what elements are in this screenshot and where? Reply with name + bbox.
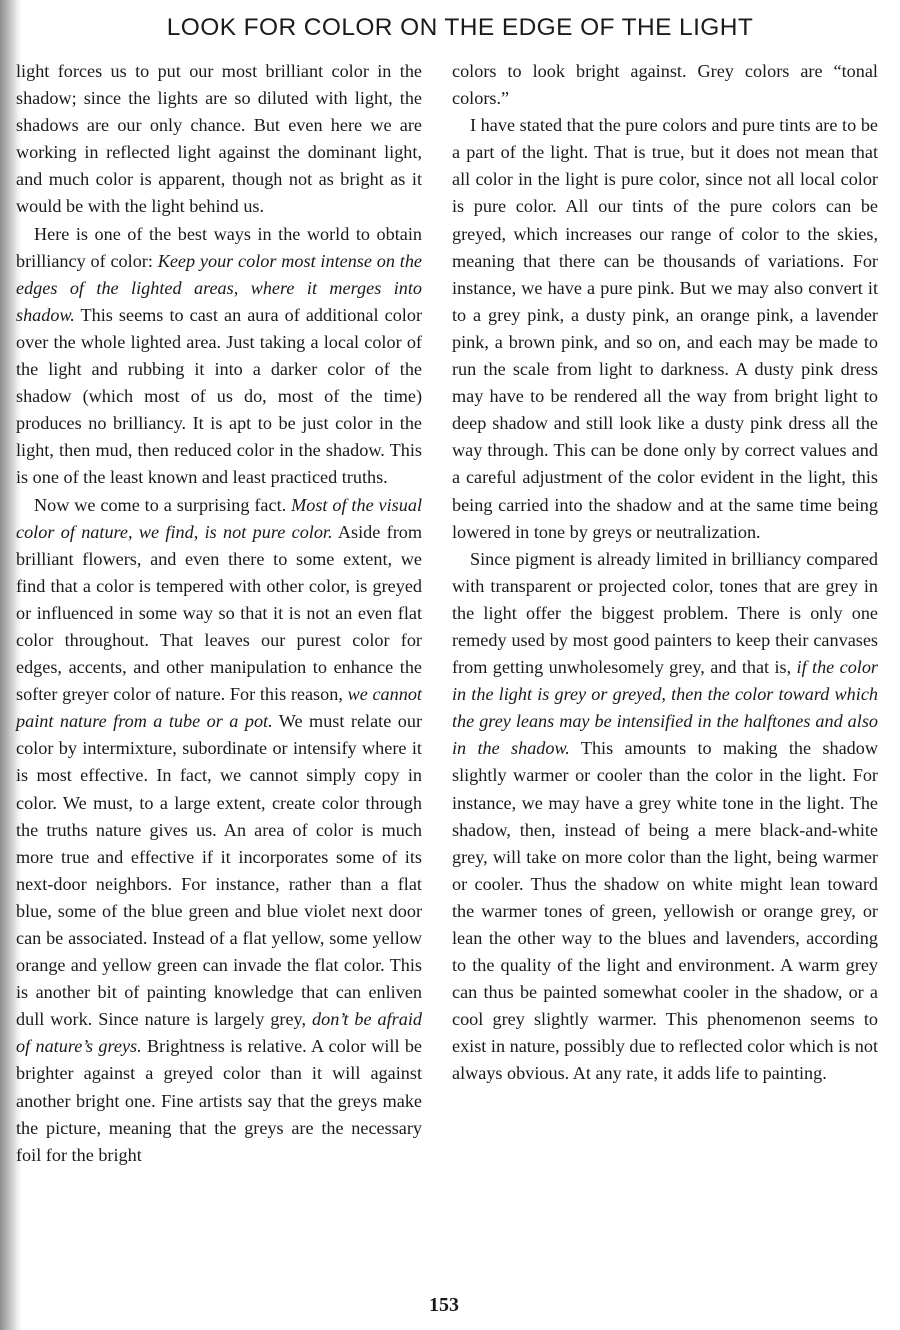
left-p3-emphasis-1: Most of the visual color of nature, we find, is not pure color. (16, 494, 423, 542)
right-p3-text-a: Since pigment is already limited in brilliancy compared with transparent or projected color, tones that are grey in the light offer the biggest problem. There is only one remedy used by most good painters to keep their canvases from getting unwholesomely grey, and that is, (452, 548, 878, 678)
right-paragraph-1: colors to look bright against. Grey colors are “tonal colors.” (452, 61, 878, 109)
left-p3-text-g: Brightness is relative. A color will be brighter against a greyed color than it will against another bright one. Fine artists say that the greys make the picture, meaning that the greys are the necessary foil for the bright (16, 1036, 422, 1165)
page-number: 153 (429, 1294, 459, 1316)
right-p3-text-c: This amounts to making the shadow slightly warmer or cooler than the color in the light. For instance, we may have a grey white tone in the light. The shadow, then, instead of being a mere black-and-white grey, will take on more color than the light, being warmer or cooler. Thus the shadow on white might lean toward the warmer tones of green, yellowish or orange grey, or lean the other way to the blues and lavenders, according to the quality of the light and environment. A warm grey can thus be painted somewhat cooler in the shadow, or a cool grey slightly warmer. This phenomenon seems to exist in nature, possibly due to reflected color which is not always obvious. At any rate, it adds life to painting. (452, 738, 878, 1084)
left-p2-emphasis: Keep your color most intense on the edges of the lighted areas, where it merges into shadow. (16, 250, 422, 325)
left-p3-emphasis-3: don’t be afraid of nature’s greys. (16, 1009, 422, 1057)
right-paragraph-3 (452, 546, 878, 1088)
right-p3-emphasis: if the color in the light is grey or greyed, then the color toward which the grey leans may be intensified in the halftones and also in the shadow. (452, 657, 879, 759)
left-paragraph-2 (16, 221, 422, 492)
left-p3-text-c: Aside from brilliant flowers, and even there to some extent, we find that a color is tempered with other color, is greyed or influenced in some way so that it is not an even flat color throughout. That leaves our purest color for edges, accents, and other manipulation to enhance the softer greyer color of nature. For this reason, (16, 521, 422, 705)
right-column (452, 58, 878, 1088)
left-p2-text-c: This seems to cast an aura of additional color over the whole lighted area. Just taking a local color of the light and rubbing it into a darker color of the shadow (which most of us do, most of the time) produces no brilliancy. It is apt to be just color in the light, then mud, then reduced color in the shadow. This is one of the least known and least practiced truths. (16, 304, 422, 488)
right-paragraph-2: I have stated that the pure colors and pure tints are to be a part of the light. That is true, but it does not mean that all color in the light is pure color, since not all local color is pure color. All our tints of the pure colors can be greyed, which increases our range of color to the skies, meaning that there can be thousands of variations. For instance, we have a pure pink. But we may also convert it to a grey pink, a dusty pink, an orange pink, a lavender pink, a brown pink, and so on, and each may be made to run the scale from light to darkness. A dusty pink dress may have to be rendered all the way from bright light to deep shadow and still look like a dusty pink dress all the way through. This can be done only by correct values and a careful adjustment of the color evident in the light, this being carried into the shadow and at the same time being lowered in tone by greys or neutralization. (452, 115, 878, 542)
left-p3-text-e: We must relate our color by intermixture, subordinate or intensify where it is most effective. In fact, we cannot simply copy in color. We must, to a large extent, create color through the truths nature gives us. An area of color is much more true and effective if it incorporates some of its next-door neighbors. For instance, rather than a flat blue, some of the blue green and blue violet next door can be associated. Instead of a flat yellow, some yellow orange and yellow green can invade the flat color. This is another bit of painting knowledge that can enliven dull work. Since nature is largely grey, (16, 711, 422, 1030)
left-p3-text-a: Now we come to a surprising fact. (34, 494, 292, 515)
left-paragraph-3 (16, 492, 422, 1169)
left-p2-text-a: Here is one of the best ways in the world to obtain brilliancy of color: (16, 223, 422, 271)
running-head: LOOK FOR COLOR ON THE EDGE OF THE LIGHT (166, 14, 754, 41)
left-paragraph-1: light forces us to put our most brilliant color in the shadow; since the lights are so diluted with light, the shadows are our only chance. But even here we are working in reflected light against the dominant light, and much color is apparent, though not as bright as it would be with the light behind us. (16, 61, 422, 217)
left-p3-emphasis-2: we cannot paint nature from a tube or a pot. (16, 684, 422, 732)
left-column (16, 58, 422, 1169)
